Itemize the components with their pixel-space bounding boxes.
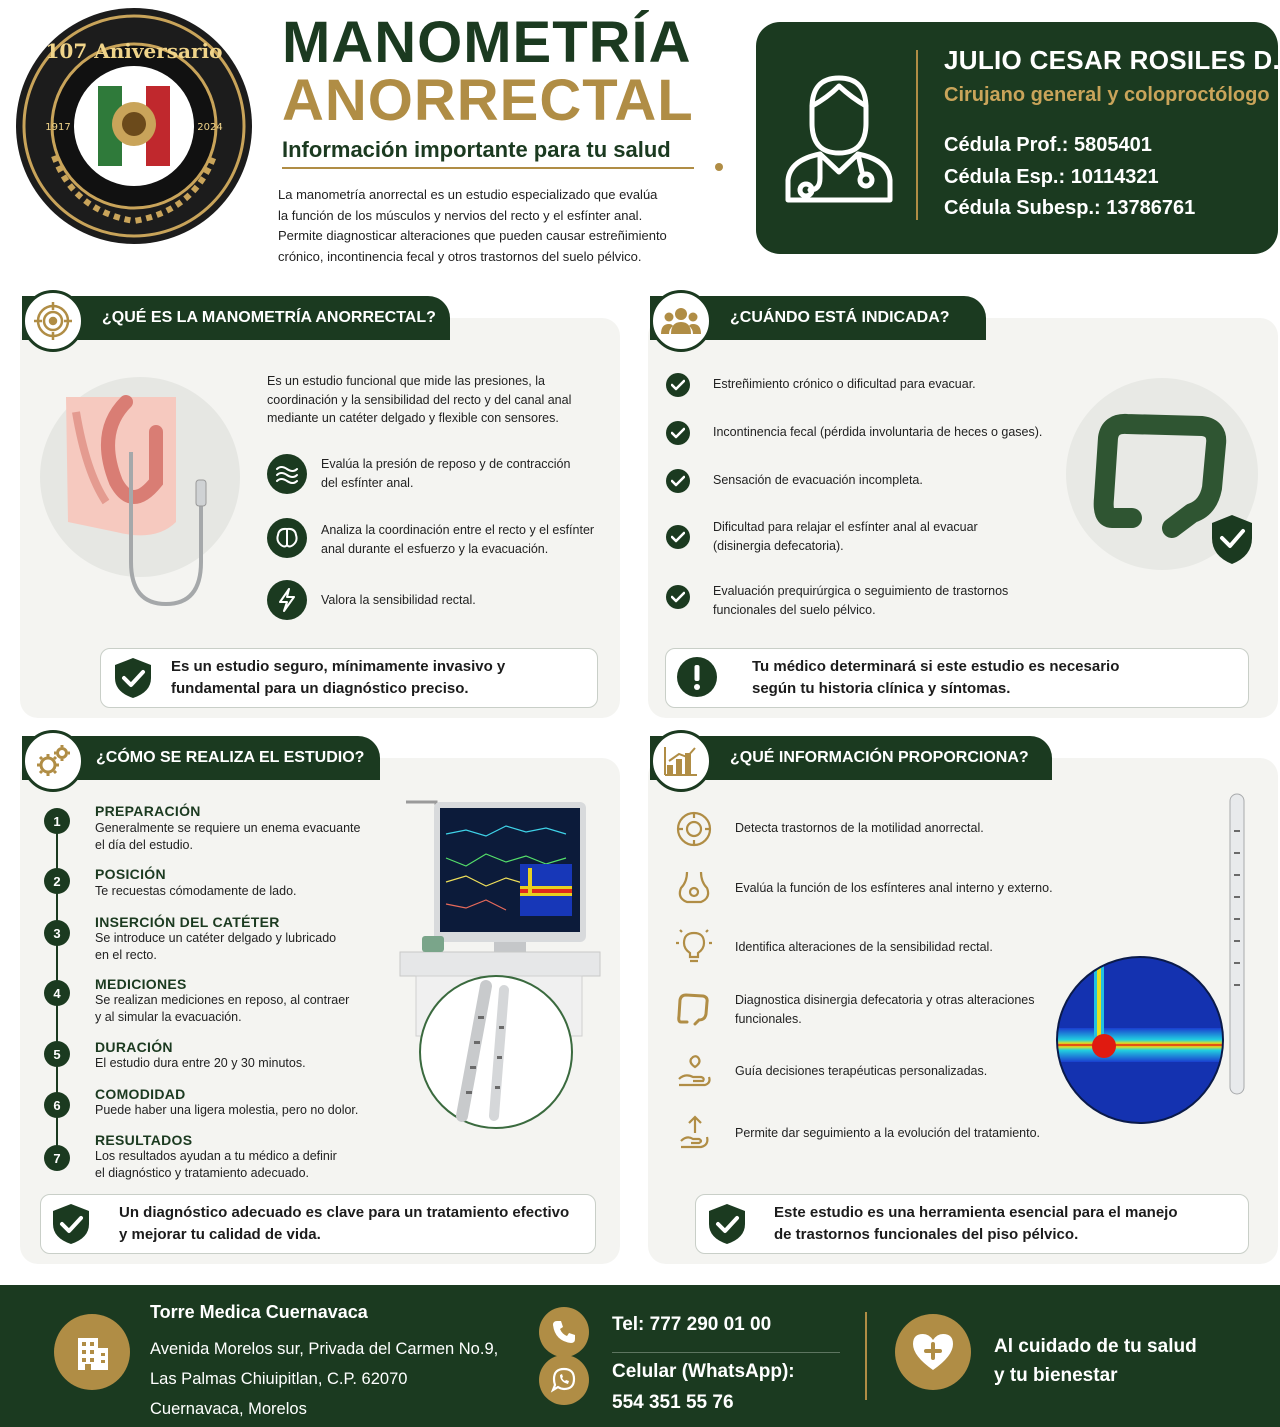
step-title: MEDICIONES	[95, 976, 187, 992]
step-desc	[95, 992, 395, 1026]
whatsapp-icon[interactable]	[539, 1355, 589, 1405]
item-line: anal durante el esfuerzo y la evacuación.	[321, 541, 549, 556]
title-line-2: ANORRECTAL	[282, 68, 694, 133]
step-number: 6	[44, 1092, 70, 1118]
check-icon	[666, 421, 690, 445]
note-line: según tu historia clínica y síntomas.	[752, 680, 1011, 697]
phone-icon[interactable]	[539, 1307, 589, 1357]
title-divider-dot	[715, 163, 723, 171]
step-number: 3	[44, 920, 70, 946]
cedula-especialidad: Cédula Esp.: 10114321	[944, 166, 1159, 188]
item-line: (disinergia defecatoria).	[713, 538, 844, 553]
description-line: coordinación y la sensibilidad del recto y del canal anal	[267, 392, 572, 407]
target-icon	[22, 290, 84, 352]
intro-paragraph	[278, 185, 708, 267]
item-line: Evalúa la función de los esfínteres anal interno y externo.	[735, 881, 1053, 895]
item-line: Valora la sensibilidad rectal.	[321, 593, 476, 607]
cedula-subespecialidad: Cédula Subesp.: 13786761	[944, 197, 1196, 219]
item-line: Permite dar seguimiento a la evolución del tratamiento.	[735, 1126, 1041, 1140]
note-line: de trastornos funcionales del piso pélvico.	[774, 1226, 1079, 1243]
info-item-2	[735, 879, 1065, 898]
note-text-como	[119, 1202, 589, 1246]
address-line: Avenida Morelos sur, Privada del Carmen No.9,	[150, 1340, 499, 1358]
bar-chart-icon	[650, 730, 712, 792]
item-line: del esfínter anal.	[321, 475, 414, 490]
desc-line: el día del estudio.	[95, 838, 193, 852]
cuando-item-1	[713, 375, 1073, 394]
section-heading-como: ¿CÓMO SE REALIZA EL ESTUDIO?	[22, 736, 380, 780]
sensitivity-bulb-icon	[675, 927, 713, 965]
desc-line: Te recuestas cómodamente de lado.	[95, 884, 297, 898]
colon-shield-illustration	[1062, 378, 1268, 578]
desc-line: el diagnóstico y tratamiento adecuado.	[95, 1166, 310, 1180]
que-es-item-1	[321, 455, 611, 492]
subtitle: Información importante para tu salud	[282, 137, 671, 162]
item-line: Sensación de evacuación incompleta.	[713, 473, 923, 487]
item-line: Incontinencia fecal (pérdida involuntaria de heces o gases).	[713, 425, 1043, 439]
desc-line: Los resultados ayudan a tu médico a definir	[95, 1149, 337, 1163]
item-line: Evaluación prequirúrgica o seguimiento de trastornos	[713, 584, 1009, 598]
sphincter-icon	[675, 868, 713, 906]
footer-address	[150, 1334, 498, 1424]
step-number: 1	[44, 808, 70, 834]
colon-outline-icon	[675, 990, 713, 1028]
note-line: Este estudio es una herramienta esencial para el manejo	[774, 1204, 1178, 1221]
step-desc	[95, 820, 395, 854]
check-icon	[666, 585, 690, 609]
footer-contact-divider	[612, 1352, 840, 1353]
step-title: INSERCIÓN DEL CATÉTER	[95, 914, 280, 930]
cuando-item-3	[713, 471, 1073, 490]
item-line: funcionales.	[735, 1011, 802, 1026]
footer-tel[interactable]: Tel: 777 290 01 00	[612, 1314, 772, 1335]
title-line-1: MANOMETRÍA	[282, 10, 692, 75]
item-line: Evalúa la presión de reposo y de contracción	[321, 457, 571, 471]
therapy-hand-icon	[675, 1051, 713, 1089]
seal-title: 107 Aniversario	[45, 39, 223, 63]
info-item-5	[735, 1062, 1065, 1081]
shield-check-icon	[706, 1202, 748, 1246]
doctor-name: JULIO CESAR ROSILES D.	[944, 45, 1280, 75]
note-line: y mejorar tu calidad de vida.	[119, 1226, 321, 1243]
title-divider	[282, 167, 694, 169]
description-line: mediante un catéter delgado y flexible con sensores.	[267, 411, 559, 425]
step-number: 4	[44, 980, 70, 1006]
check-icon	[666, 373, 690, 397]
cuando-item-5	[713, 582, 1073, 619]
item-line: funcionales del suelo pélvico.	[713, 602, 876, 617]
section-heading-que-es: ¿QUÉ ES LA MANOMETRÍA ANORRECTAL?	[22, 296, 450, 340]
step-title: DURACIÓN	[95, 1039, 173, 1055]
step-number: 5	[44, 1041, 70, 1067]
cuando-item-2	[713, 423, 1073, 442]
step-desc	[95, 883, 395, 900]
intro-line: crónico, incontinencia fecal y otros trastornos del suelo pélvico.	[278, 248, 642, 264]
manometry-equipment-illustration	[396, 796, 602, 1132]
desc-line: Se realizan mediciones en reposo, al contraer	[95, 993, 350, 1007]
step-number: 7	[44, 1145, 70, 1171]
step-desc	[95, 1055, 395, 1072]
hrm-catheter-map-illustration	[1052, 790, 1262, 1130]
slogan-line: y tu bienestar	[994, 1365, 1118, 1386]
desc-line: Puede haber una ligera molestia, pero no dolor.	[95, 1103, 359, 1117]
item-line: Analiza la coordinación entre el recto y el esfínter	[321, 523, 595, 537]
heart-plus-icon	[895, 1314, 971, 1390]
section-heading-info: ¿QUÉ INFORMACIÓN PROPORCIONA?	[650, 736, 1052, 780]
footer-whatsapp-number[interactable]: 554 351 55 76	[612, 1392, 734, 1413]
anorectal-catheter-illustration	[36, 372, 246, 612]
desc-line: Generalmente se requiere un enema evacuante	[95, 821, 361, 835]
intro-line: la función de los músculos y nervios del recto y el esfínter anal.	[278, 207, 643, 223]
note-text-info	[774, 1202, 1244, 1246]
item-line: Guía decisiones terapéuticas personalizadas.	[735, 1064, 988, 1078]
step-desc	[95, 1148, 395, 1182]
brain-icon	[267, 518, 307, 558]
address-line: Cuernavaca, Morelos	[150, 1400, 307, 1418]
doctor-specialty: Cirujano general y coloproctólogo	[944, 84, 1270, 106]
intro-line: Permite diagnosticar alteraciones que pueden causar estreñimiento	[278, 228, 667, 243]
info-item-6	[735, 1124, 1065, 1143]
step-title: RESULTADOS	[95, 1132, 193, 1148]
footer-divider	[865, 1312, 867, 1400]
check-icon	[666, 525, 690, 549]
note-line: Un diagnóstico adecuado es clave para un tratamiento efectivo	[119, 1204, 570, 1221]
cuando-item-4	[713, 518, 1073, 555]
item-line: Estreñimiento crónico o dificultad para evacuar.	[713, 377, 976, 391]
que-es-description	[267, 372, 607, 428]
note-line: fundamental para un diagnóstico preciso.	[171, 680, 469, 697]
info-item-3	[735, 938, 1065, 957]
footer-whatsapp-label: Celular (WhatsApp):	[612, 1361, 795, 1382]
note-text-cuando	[752, 656, 1242, 700]
item-line: Detecta trastornos de la motilidad anorrectal.	[735, 821, 984, 835]
group-icon	[650, 290, 712, 352]
item-line: Dificultad para relajar el esfínter anal al evacuar	[713, 520, 978, 534]
info-item-4	[735, 991, 1065, 1028]
shield-check-icon	[112, 656, 154, 700]
step-title: PREPARACIÓN	[95, 803, 201, 819]
item-line: Identifica alteraciones de la sensibilidad rectal.	[735, 940, 993, 954]
que-es-item-3	[321, 591, 611, 610]
desc-line: en el recto.	[95, 948, 157, 962]
info-item-1	[735, 819, 1065, 838]
cedula-profesional: Cédula Prof.: 5805401	[944, 134, 1152, 156]
exclamation-icon	[676, 656, 718, 698]
note-line: Es un estudio seguro, mínimamente invasivo y	[171, 658, 506, 675]
desc-line: Se introduce un catéter delgado y lubricado	[95, 931, 337, 945]
description-line: Es un estudio funcional que mide las presiones, la	[267, 374, 545, 388]
followup-hand-icon	[675, 1113, 713, 1151]
step-desc	[95, 930, 395, 964]
step-number: 2	[44, 868, 70, 894]
doctor-card-divider	[916, 50, 918, 220]
seal-year-left: 1917	[45, 122, 71, 133]
lightning-icon	[267, 580, 307, 620]
note-text-que-es	[171, 656, 591, 700]
step-title: POSICIÓN	[95, 866, 166, 882]
footer-slogan	[994, 1332, 1197, 1390]
item-line: Diagnostica disinergia defecatoria y otras alteraciones	[735, 993, 1035, 1007]
motility-icon	[675, 810, 713, 848]
footer-place: Torre Medica Cuernavaca	[150, 1302, 368, 1322]
note-line: Tu médico determinará si este estudio es necesario	[752, 658, 1120, 675]
intro-line: La manometría anorrectal es un estudio especializado que evalúa	[278, 187, 658, 202]
step-title: COMODIDAD	[95, 1086, 186, 1102]
slogan-line: Al cuidado de tu salud	[994, 1336, 1197, 1357]
desc-line: El estudio dura entre 20 y 30 minutos.	[95, 1056, 306, 1070]
shield-check-icon	[50, 1202, 92, 1246]
building-icon	[54, 1314, 130, 1390]
address-line: Las Palmas Chiuipitlan, C.P. 62070	[150, 1370, 408, 1388]
doctor-icon	[782, 68, 896, 208]
que-es-item-2	[321, 521, 611, 558]
seal-year-right: 2024	[197, 122, 223, 133]
anniversary-seal-logo	[14, 6, 254, 246]
gears-icon	[22, 730, 84, 792]
step-desc	[95, 1102, 395, 1119]
waves-icon	[267, 454, 307, 494]
desc-line: y al simular la evacuación.	[95, 1010, 242, 1024]
check-icon	[666, 469, 690, 493]
section-heading-cuando: ¿CUÁNDO ESTÁ INDICADA?	[650, 296, 986, 340]
